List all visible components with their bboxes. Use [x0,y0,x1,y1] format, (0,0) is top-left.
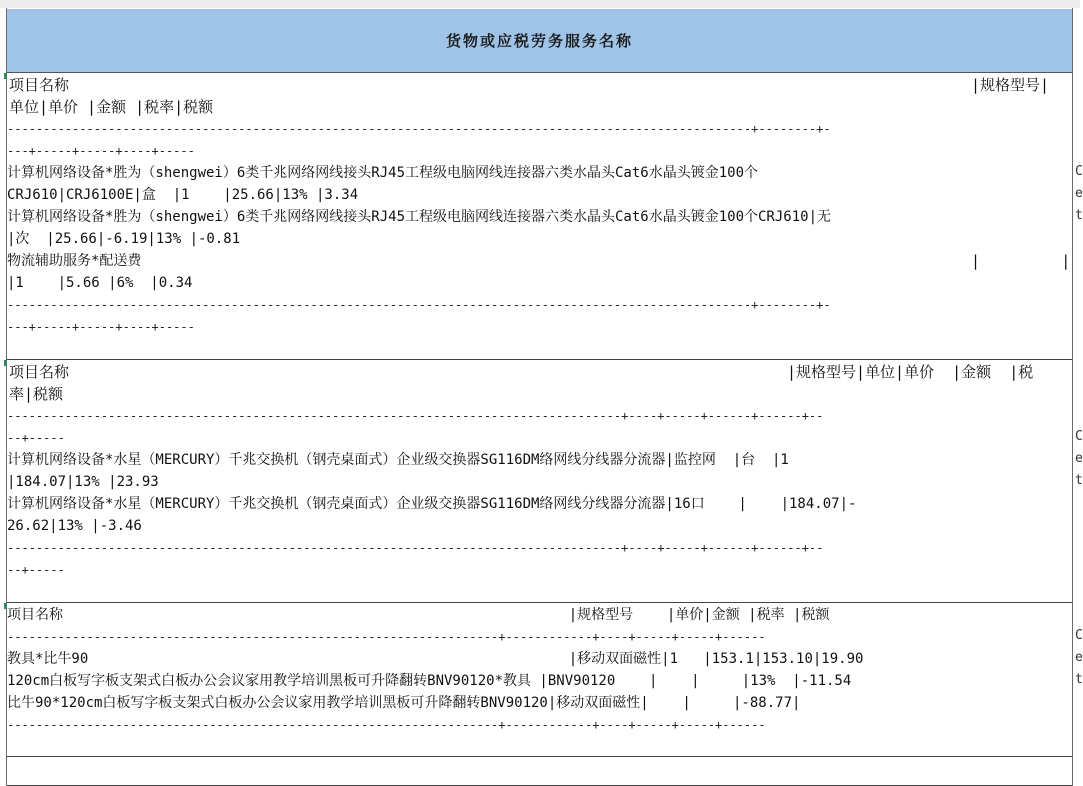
cell-line: |1 |5.66 |6% |0.34 [7,275,193,291]
comment-indicator [4,73,7,79]
cell-line: |184.07|13% |23.93 [7,474,159,490]
adjacent-cell-text: t [1075,208,1083,223]
spreadsheet-area [0,8,1083,786]
cell-line: 项目名称 |规格型号 |单价|金额 |税率 |税额 [7,607,830,623]
cell-line: ---+-----+-----+----+----- [7,144,195,158]
cell-line: 教具*比牛90 |移动双面磁性|1 |153.1|153.10|19.90 [7,651,864,667]
cell-line-right: | | [971,252,1071,270]
cell-line: --------------------------------------------------------------------+------------+----+-----+-----+------ [7,718,766,732]
right-gridline [1072,8,1073,786]
cell-line: 计算机网络设备*胜为（shengwei）6类千兆网络网线接头RJ45工程级电脑网线连接器六类水晶头Cat6水晶头镀金100个CRJ610|无 [7,209,832,225]
adjacent-cell-text: C [1075,429,1083,444]
cell-line: 计算机网络设备*水星（MERCURY）千兆交换机（钢壳桌面式）企业级交换器SG116DM络网线分线器分流器|16口 | |184.07|- [7,496,857,512]
cell-line: --+----- [7,563,65,577]
cell-line: CRJ610|CRJ6100E|盒 |1 |25.66|13% |3.34 [7,187,359,203]
cell-line: 计算机网络设备*胜为（shengwei）6类千兆网络网线接头RJ45工程级电脑网线连接器六类水晶头Cat6水晶头镀金100个 [7,165,759,181]
adjacent-cell-text: e [1075,186,1083,201]
comment-indicator [4,360,7,366]
adjacent-cell-text: e [1075,650,1083,665]
column-header-title: 货物或应税劳务服务名称 [445,32,633,50]
table-row[interactable] [7,73,1072,360]
cell-line: 26.62|13% |-3.46 [7,518,142,534]
cell-line: 项目名称 [9,363,70,381]
cell-line: 项目名称 [9,76,70,94]
cell-line: --------------------------------------------------------------------+------------+----+-----+-----+------ [7,630,766,644]
column-header[interactable] [7,9,1072,73]
adjacent-cell-text: C [1075,164,1083,179]
table-row[interactable] [7,360,1072,603]
cell-line-right: |规格型号|单位|单价 |金额 |税 [787,363,1034,381]
cell-line: --+----- [7,431,65,445]
cell-line: ---+-----+-----+----+----- [7,320,195,334]
cell-line: 120cm白板写字板支架式白板办公会议家用教学培训黑板可升降翻转BNV90120*教具 |BNV90120 | | |13% |-11.54 [7,673,852,689]
adjacent-cell-text: t [1075,672,1083,687]
cell-line: 计算机网络设备*水星（MERCURY）千兆交换机（钢壳桌面式）企业级交换器SG116DM络网线分线器分流器|监控网 |台 |1 [7,452,789,468]
top-strip [0,0,1080,8]
adjacent-cell-text: e [1075,451,1083,466]
cell-line: -------------------------------------------------------------------------------------+----+-----+------+------+-- [7,409,824,423]
comment-indicator [4,603,7,609]
cell-line: -------------------------------------------------------------------------------------------------------+--------+- [7,122,831,136]
cell-line: |次 |25.66|-6.19|13% |-0.81 [7,231,241,247]
cell-line: 物流辅助服务*配送费 [7,253,142,269]
cell-line-right: |规格型号| [971,76,1050,94]
cell-line: -------------------------------------------------------------------------------------------------------+--------+- [7,298,831,312]
table-row-empty[interactable] [7,757,1072,786]
cell-line: 比牛90*120cm白板写字板支架式白板办公会议家用教学培训黑板可升降翻转BNV90120|移动双面磁性| | |-88.77| [7,695,801,711]
adjacent-cell-text: C [1075,628,1083,643]
cell-line: -------------------------------------------------------------------------------------+----+-----+------+------+-- [7,541,824,555]
table-row[interactable] [7,603,1072,757]
cell-line: 率|税额 [9,385,64,403]
cell-line: 单位|单价 |金额 |税率|税额 [9,98,214,116]
adjacent-cell-text: t [1075,473,1083,488]
